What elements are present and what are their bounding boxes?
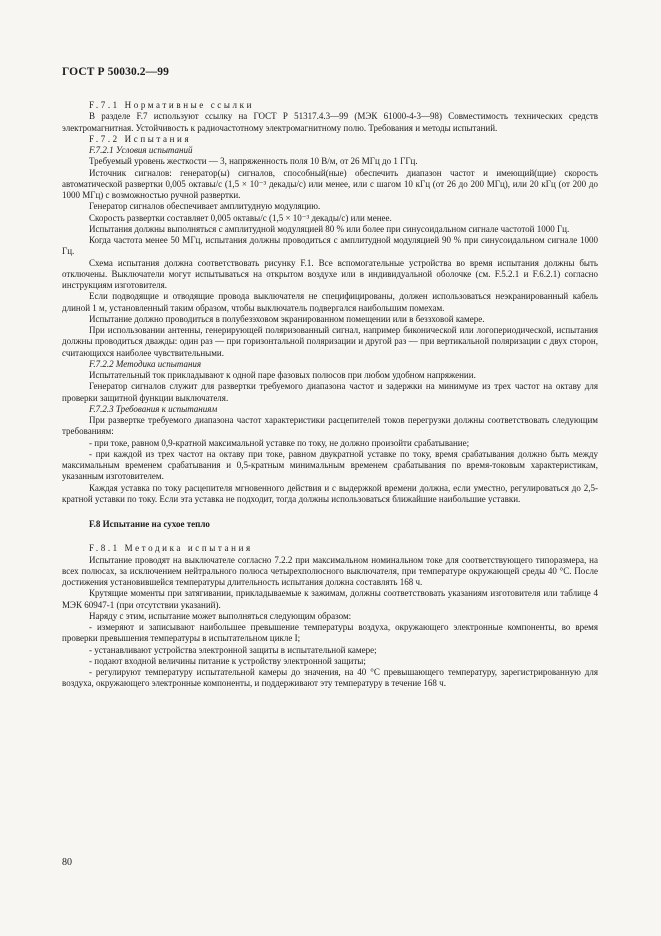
page-number: 80 (62, 857, 72, 868)
paragraph: Каждая уставка по току расцепителя мгновенного действия и с выдержкой времени должна, если уместно, регулироваться до 2,5-кратной уставки по току. Если эта уставка не подходит, тогда должны использоваться ближайшие наибольшие уставки. (62, 482, 598, 504)
paragraph: Генератор сигналов обеспечивает амплитудную модуляцию. (89, 201, 321, 212)
list-item: - при каждой из трех частот на октаву при токе, равном двукратной уставке по току, время срабатывания должно быть между максимальным временем срабатывания и 0,5-кратным минимальным временем срабатывания по время-токовым характеристикам, указанным изготовителем. (62, 448, 598, 482)
subsection-heading: F.7.2 Испытания (89, 133, 192, 144)
paragraph: Схема испытания должна соответствовать рисунку F.1. Все вспомогательные устройства во время испытания должны быть отключены. Выключатели могут испытываться на открытом воздухе или в индивидуальной оболочке (см. F.5.2.1 и F.6.2.1) согласно инструкциям изготовителя. (62, 257, 598, 290)
paragraph: Испытания должны выполняться с амплитудной модуляцией 80 % или более при синусоидальном сигнале частотой 1000 Гц. (89, 223, 570, 234)
paragraph: При развертке требуемого диапазона частот характеристики расцепителей токов перегрузки должны соответствовать следующим требованиям: (62, 415, 598, 437)
list-item: - измеряют и записывают наибольшее превышение температуры воздуха, окружающего электронные компоненты, во время проверки превышения температуры в испытательном цикле I; (62, 622, 598, 644)
paragraph: Испытание должно проводиться в полубезэховом экранированном помещении или в беззховой камере. (89, 313, 485, 324)
section-heading: F.8 Испытание на сухое тепло (89, 519, 210, 529)
paragraph: Требуемый уровень жесткости — 3, напряженность поля 10 В/м, от 26 МГц до 1 ГГц. (89, 156, 418, 167)
paragraph: Испытательный ток прикладывают к одной паре фазовых полюсов при любом удобном напряжении. (89, 370, 476, 380)
list-item: - регулируют температуру испытательной камеры до значения, на 40 °С превышающего температуру, зарегистрированную для воздуха, окружающего электронные компоненты, и поддерживают эту температуру в течение 168 ч. (62, 667, 598, 689)
paragraph: Если подводящие и отводящие провода выключателя не специфицированы, должен использоваться неэкранированный кабель длиной 1 м, установленный таким образом, чтобы выключатель подвергался наибольшим помехам. (62, 291, 598, 313)
paragraph: Крутящие моменты при затягивании, прикладываемые к зажимам, должны соответствовать указаниям изготовителя или таблице 4 МЭК 60947-1 (при отсутствии указаний). (62, 588, 598, 610)
document-header: ГОСТ Р 50030.2—99 (62, 66, 169, 78)
subsection-heading: F.7.2.3 Требования к испытаниям (89, 403, 218, 414)
paragraph: Скорость развертки составляет 0,005 октавы/с (1,5 × 10⁻³ декады/с) или менее. (89, 212, 392, 223)
paragraph: При использовании антенны, генерирующей поляризованный сигнал, например биконической или логопериодической, испытания должны проводиться дважды: один раз — при горизонтальной поляризации и другой раз — при вертикальной поляризации с двух сторон, считающихся наиболее чувствительными. (62, 325, 598, 358)
paragraph: Когда частота менее 50 МГц, испытания должны проводиться с амплитудной модуляцией 90 % при синусоидальном сигнале 1000 Гц. (62, 235, 598, 257)
list-item: - при токе, равном 0,9-кратной максимальной уставке по току, не должно произойти срабатывание; (89, 437, 470, 448)
subsection-heading: F.7.2.1 Условия испытаний (89, 145, 193, 155)
page-body (62, 100, 598, 690)
paragraph: Испытание проводят на выключателе согласно 7.2.2 при максимальном номинальном токе для соответствующего типоразмера, на всех полюсах, за исключением нейтрального полюса четырехполюсного выключателя, при температуре окружающей среды 40 °С. После достижения установившейся температуры длительность испытания должна составлять 168 ч. (62, 554, 598, 587)
paragraph: Генератор сигналов служит для развертки требуемого диапазона частот и задержки на минимуме из трех частот на октаву для проверки защитной функции выключателя. (62, 381, 598, 403)
paragraph: Источник сигналов: генератор(ы) сигналов, способный(ные) обеспечить диапазон частот и имеющий(щие) скорость автоматической развертки 0,005 октавы/с (1,5 × 10⁻³ декады/с) или менее, или с шагом 10 кГц (от 26 до 200 МГц), или 20 кГц (от 200 до 1000 МГц) с возможностью ручной развертки. (62, 167, 598, 200)
subsection-heading: F.8.1 Методика испытания (89, 543, 253, 554)
subsection-heading: F.7.1 Нормативные ссылки (89, 100, 255, 110)
list-item: - устанавливают устройства электронной защиты в испытательной камере; (89, 644, 377, 655)
list-item: - подают входной величины питание к устройству электронной защиты; (89, 655, 366, 666)
subsection-heading: F.7.2.2 Методика испытания (89, 358, 202, 369)
paragraph: Наряду с этим, испытание может выполняться следующим образом: (89, 610, 352, 621)
paragraph: В разделе F.7 используют ссылку на ГОСТ Р 51317.4.3—99 (МЭК 61000-4-3—98) Совместимость технических средств электромагнитная. Устойчивость к радиочастотному электромагнитному полю. Требования и методы испытаний. (62, 111, 598, 133)
